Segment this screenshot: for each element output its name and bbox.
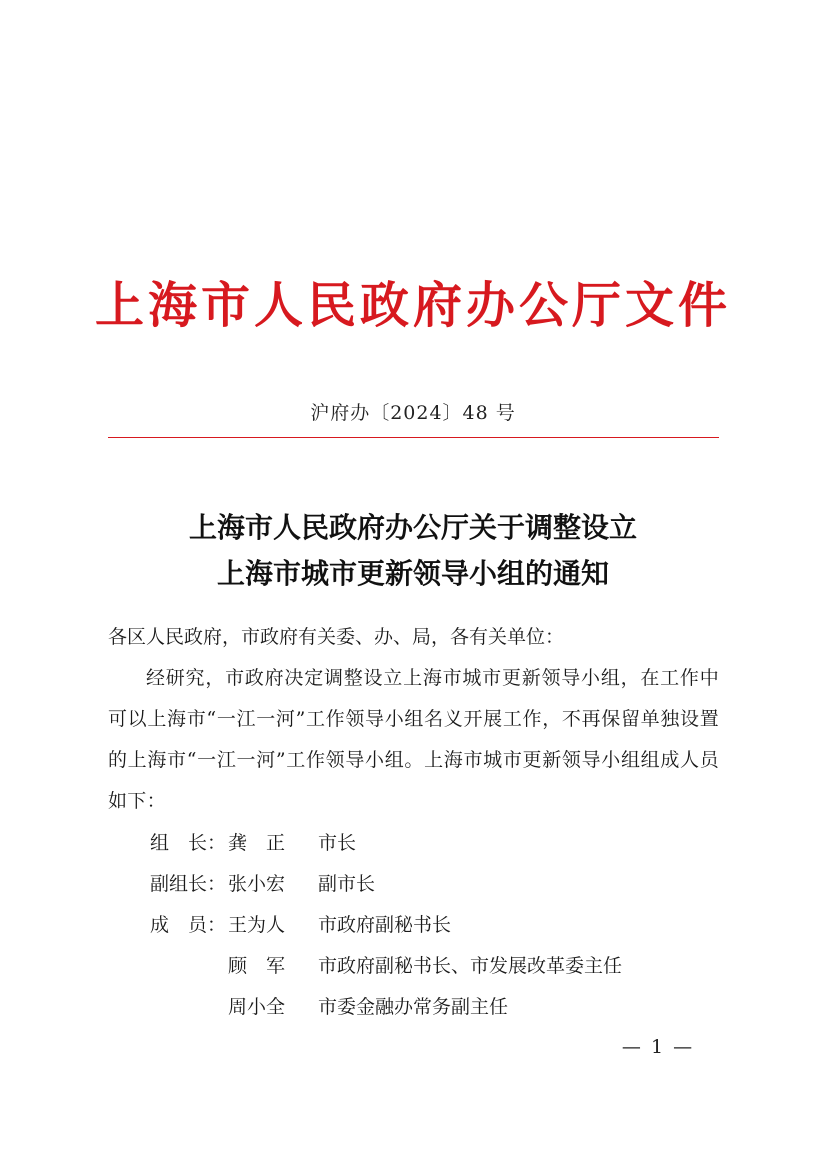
member-title: 市委金融办常务副主任 <box>318 996 509 1018</box>
member-role: 副组长： <box>150 873 227 895</box>
member-title: 市政府副秘书长、市发展改革委主任 <box>318 955 623 977</box>
member-row <box>150 987 622 1028</box>
notice-title <box>0 505 826 597</box>
notice-title-line-2: 上海市城市更新领导小组的通知 <box>216 557 609 590</box>
member-name: 周小全 <box>228 996 286 1018</box>
member-role: 成 员： <box>150 914 227 936</box>
member-name: 顾 军 <box>228 955 286 977</box>
member-name: 张小宏 <box>228 873 286 895</box>
red-divider-line <box>108 437 719 438</box>
document-number: 沪府办〔2024〕48 号 <box>310 402 516 424</box>
document-header-title: 上海市人民政府办公厅文件 <box>94 276 731 334</box>
member-role <box>150 987 228 1028</box>
member-list <box>150 823 622 1028</box>
member-role: 组 长： <box>150 832 227 854</box>
member-role <box>150 946 228 987</box>
member-row <box>150 946 622 987</box>
notice-title-line-1: 上海市人民政府办公厅关于调整设立 <box>188 511 637 544</box>
member-title: 市长 <box>318 832 357 854</box>
member-title: 市政府副秘书长 <box>318 914 452 936</box>
member-row <box>150 823 622 864</box>
body-paragraph: 经研究，市政府决定调整设立上海市城市更新领导小组，在工作中可以上海市“一江一河”工作领导小组名义开展工作，不再保留单独设置的上海市“一江一河”工作领导小组。上海市城市更新领导小组组成人员如下： <box>108 667 719 812</box>
member-name: 龚 正 <box>228 832 286 854</box>
page-number: — 1 — <box>621 1036 695 1058</box>
member-title: 副市长 <box>318 873 376 895</box>
addressee-line: 各区人民政府，市政府有关委、办、局，各有关单位： <box>108 626 565 648</box>
member-row <box>150 864 622 905</box>
member-name: 王为人 <box>228 914 286 936</box>
member-row <box>150 905 622 946</box>
